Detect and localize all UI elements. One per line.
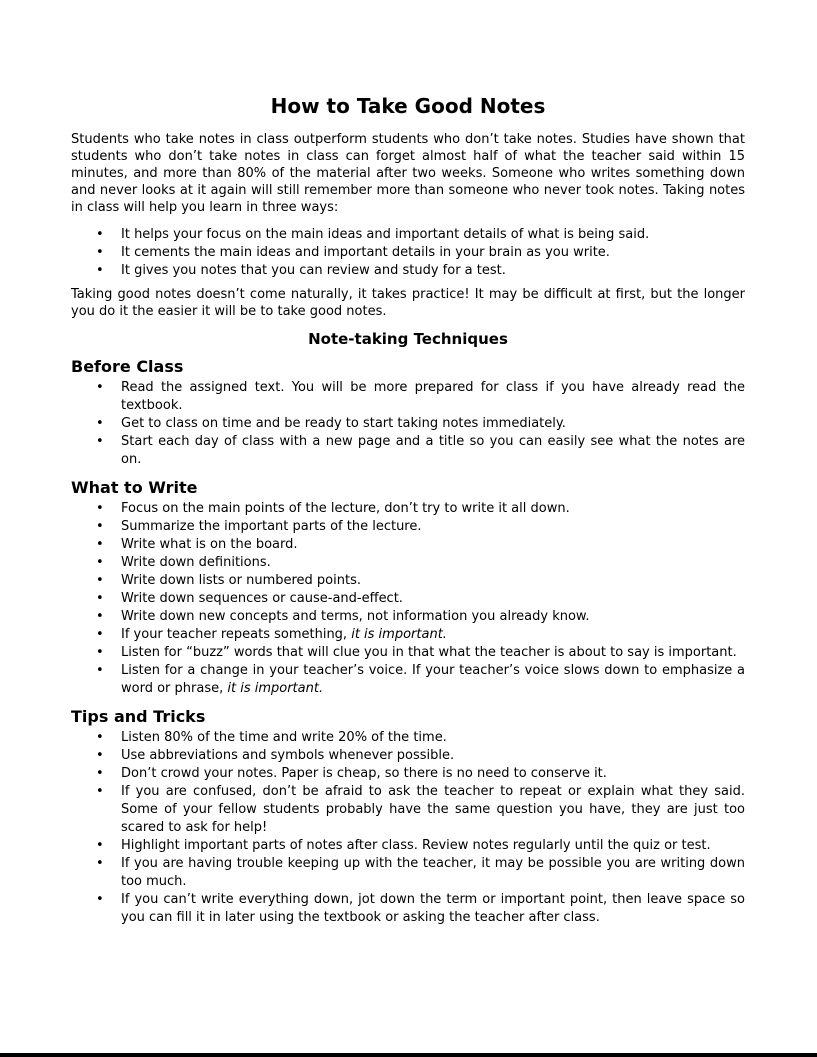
list-item-text: Write down definitions.	[121, 555, 271, 570]
list-item	[71, 433, 745, 469]
list-item-text: If you can’t write everything down, jot down the term or important point, then leave space so you can fill it in later using the textbook or asking the teacher after class.	[121, 892, 745, 925]
section-heading-tips-and-tricks: Tips and Tricks	[71, 707, 206, 726]
list-item-text: If you are having trouble keeping up with the teacher, it may be possible you are writing down too much.	[121, 856, 745, 889]
list-item	[71, 891, 745, 927]
window-bottom-edge	[0, 1053, 817, 1057]
before-class-bullet-list	[71, 379, 745, 469]
list-item-text: Listen for a change in your teacher’s voice. If your teacher’s voice slows down to emphasize a word or phrase,	[121, 663, 745, 696]
list-item	[71, 244, 745, 262]
list-item	[71, 226, 745, 244]
list-item-text: Highlight important parts of notes after class. Review notes regularly until the quiz or test.	[121, 838, 711, 853]
list-item	[71, 379, 745, 415]
list-item	[71, 518, 745, 536]
section-before-class	[71, 357, 745, 469]
list-item-text: Get to class on time and be ready to start taking notes immediately.	[121, 416, 566, 431]
list-item	[71, 837, 745, 855]
list-item	[71, 590, 745, 608]
list-item	[71, 729, 745, 747]
intro-paragraph: Students who take notes in class outperform students who don’t take notes. Studies have shown that students who don’t take notes in class can forget almost half of what the teacher said within 15 minutes, and more than 80% of the material after two weeks. Someone who writes something down and never looks at it again will still remember more than someone who never took notes. Taking notes in class will help you learn in three ways:	[71, 132, 745, 215]
list-item-text: If you are confused, don’t be afraid to ask the teacher to repeat or explain what they said. Some of your fellow students probably have the same question you have, they are just too scared to ask for help!	[121, 784, 745, 835]
practice-paragraph: Taking good notes doesn’t come naturally, it takes practice! It may be difficult at first, but the longer you do it the easier it will be to take good notes.	[71, 287, 745, 319]
list-item	[71, 765, 745, 783]
list-item-text: Read the assigned text. You will be more prepared for class if you have already read the textbook.	[121, 380, 745, 413]
list-item	[71, 662, 745, 698]
list-item-text: Summarize the important parts of the lecture.	[121, 519, 422, 534]
list-item-text: Listen for “buzz” words that will clue you in that what the teacher is about to say is important.	[121, 645, 737, 660]
list-item-text: Use abbreviations and symbols whenever possible.	[121, 748, 455, 763]
list-item-text: Focus on the main points of the lecture, don’t try to write it all down.	[121, 501, 570, 516]
section-what-to-write	[71, 478, 745, 698]
list-item-text: Don’t crowd your notes. Paper is cheap, so there is no need to conserve it.	[121, 766, 607, 781]
list-item-text: Write what is on the board.	[121, 537, 298, 552]
section-heading-before-class: Before Class	[71, 357, 184, 376]
list-item-text: Listen 80% of the time and write 20% of the time.	[121, 730, 447, 745]
section-tips-and-tricks	[71, 707, 745, 927]
subtitle-note-taking-techniques: Note-taking Techniques	[308, 330, 508, 348]
list-item-text: It cements the main ideas and important details in your brain as you write.	[121, 245, 610, 260]
list-item	[71, 262, 745, 280]
list-item	[71, 747, 745, 765]
list-item-text: it is important.	[227, 681, 324, 696]
what-to-write-bullet-list	[71, 500, 745, 698]
list-item	[71, 536, 745, 554]
list-item	[71, 554, 745, 572]
list-item-text: Write down new concepts and terms, not information you already know.	[121, 609, 590, 624]
list-item	[71, 500, 745, 518]
list-item	[71, 855, 745, 891]
list-item	[71, 415, 745, 433]
list-item	[71, 572, 745, 590]
list-item	[71, 644, 745, 662]
list-item	[71, 783, 745, 837]
list-item-text: It gives you notes that you can review and study for a test.	[121, 263, 506, 278]
list-item	[71, 608, 745, 626]
list-item-text: If your teacher repeats something,	[121, 627, 352, 642]
document-title: How to Take Good Notes	[270, 94, 546, 118]
list-item-text: It helps your focus on the main ideas and important details of what is being said.	[121, 227, 650, 242]
tips-and-tricks-bullet-list	[71, 729, 745, 927]
list-item	[71, 626, 745, 644]
list-item-text: Start each day of class with a new page and a title so you can easily see what the notes are on.	[121, 434, 745, 467]
intro-bullet-list	[71, 226, 745, 280]
list-item-text: it is important.	[351, 627, 447, 642]
section-heading-what-to-write: What to Write	[71, 478, 198, 497]
list-item-text: Write down lists or numbered points.	[121, 573, 361, 588]
list-item-text: Write down sequences or cause-and-effect.	[121, 591, 403, 606]
